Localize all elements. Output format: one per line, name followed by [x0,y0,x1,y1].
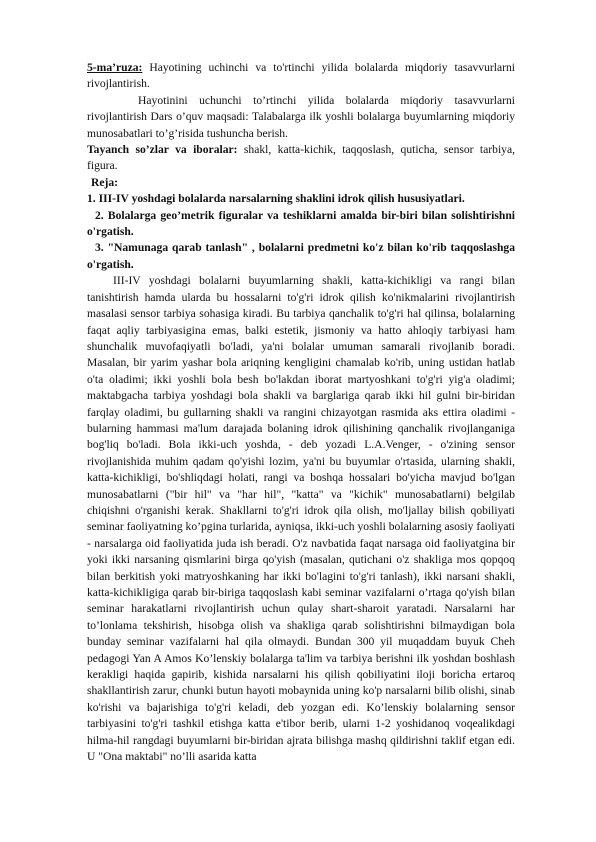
plan-item-1: 1. III-IV yoshdagi bolalarda narsalarning shaklini idrok qilish hususiyatlari. [87,192,465,206]
body-paragraph: III-IV yoshdagi bolalarni buyumlarning shakli, katta-kichikligi va rangi bilan tanishtirish hamda ularda bu hossalarni to'g'ri idrok qilish ko'nikmalarini rivojlantirish masalasi sensor tarbiya sohasiga kiradi. Bu tarbiya qanchalik to'g'ri hal qilinsa, bolalarning faqat aqliy tarbiyasigina emas, balki estetik, jismoniy va hatto ahloqiy tarbiyasi ham shunchalik muvofaqiyatli bo'ladi, ya'ni bolalar umuman samarali rivojlanib boradi. Masalan, bir yarim yashar bola ariqning kengligini chamalab ko'rib, uning ustidan hatlab o'ta oladimi; ikki yoshli bola besh bo'lakdan iborat martyoshkani to'g'ri yig'a oladimi; maktabgacha tarbiya yoshdagi bola shakli va barglariga qarab ikki hil gulni bir-biridan farqlay oladimi, bu gullarning shakli va rangini chizayotgan rasmida aks ettira oladimi - bularning hammasi ma'lum darajada bolaning idrok qilishining qanchalik rivojlanganiga bog'liq bo'ladi. Bola ikki-uch yoshda, - deb yozadi L.A.Venger, - o'zining sensor rivojlanishida muhim qadam qo'yishi lozim, ya'ni bu buyumlar o'rtasida, ularning shakli, katta-kichikligi, bo'shliqdagi holati, rangi va boshqa hossalari bo'yicha mavjud bo'lgan munosabatlarni ("bir hil" va "har hil", "katta" va "kichik" munosabatlarni) belgilab chiqishni o'rganishi kerak. Shakllarni to'g'ri idrok qila olish, mo'ljallay bilish qobiliyati seminar faoliyatning ko’pgina turlarida, ayniqsa, ikki-uch yoshli bolalarning asosiy faoliyati - narsalarga oid faoliyatida juda ish beradi. O'z navbatida faqat narsaga oid faoliyatgina bir yoki ikki narsaning qismlarini birga qo'yish (masalan, qutichani o'z shakliga mos qopqoq bilan berkitish yoki matryoshkaning har ikki bo'lagini to'g'ri tanlash), ikki narsani shakli, katta-kichikligiga qarab bir-biriga taqqoslash kabi seminar vazifalarni o’rtaga qo'yish bilan seminar harakatlarni rivojlantirish uchun qulay shart-sharoit yaratadi. Narsalarni har to’lonlama tekshirish, hisobga olish va shakliga qarab solishtirishni bilmaydigan bola bunday seminar vazifalarni hal qila olmaydi. Bundan 300 yil muqaddam buyuk Cheh pedagogi Yan A Amos Ko’lenskiy bolalarga ta'lim va tarbiya berishni ilk yoshdan boshlash kerakligi haqida gapirib, kishida narsalarni his qilish qobiliyatini iloji boricha ertaroq shakllantirish zarur, chunki butun hayoti mobaynida uning ko'p narsalarni bilib olishi, sinab ko'rishi va bajarishiga to'g'ri keladi, deb yozgan edi. Ko’lenskiy bolalarning sensor tarbiyasini to'g'ri tashkil etishga katta e'tibor berib, ularni 1-2 yoshidanoq voqealikdagi hilma-hil rangdagi buyumlarni bir-biridan ajrata bilishga mashq qildirishni taklif etgan edi. U "Ona maktabi" no’lli asarida katta [87,274,515,764]
plan-item-2: 2. Bolalarga geo’metrik figuralar va teshiklarni amalda bir-biri bilan solishtirishni o'rgatish. [87,208,515,239]
intro-heading: Hayotinini uchunchi to’rtinchi yilida bolalarda miqdoriy tasavvurlarni rivojlantirish [87,93,515,124]
lecture-title: Hayotining uchinchi va to'rtinchi yilida bolalarda miqdoriy tasavvurlarni rivojlantirish. [87,61,515,91]
keywords-text: shakl, katta-kichik, taqqoslash, quticha, sensor tarbiya, figura. [87,143,516,173]
lecture-heading [87,60,515,93]
intro-paragraph [87,93,515,142]
intro-rest: Dars o’quv maqsadi: Talabalarga ilk yoshli bolalarga buyumlarning miqdoriy munosabatlari to’g’risida tushuncha berish. [87,110,515,140]
lecture-label: 5-ma’ruza: [87,61,143,74]
document-page [87,60,515,765]
plan-item-3: 3. "Namunaga qarab tanlash" , bolalarni predmetni ko'z bilan ko'rib taqqoslashga o'rgatish. [87,241,515,271]
keywords-paragraph [87,142,515,175]
plan-label: Reja: [91,175,119,189]
keywords-label: Tayanch so’zlar va iboralar: [87,143,238,157]
